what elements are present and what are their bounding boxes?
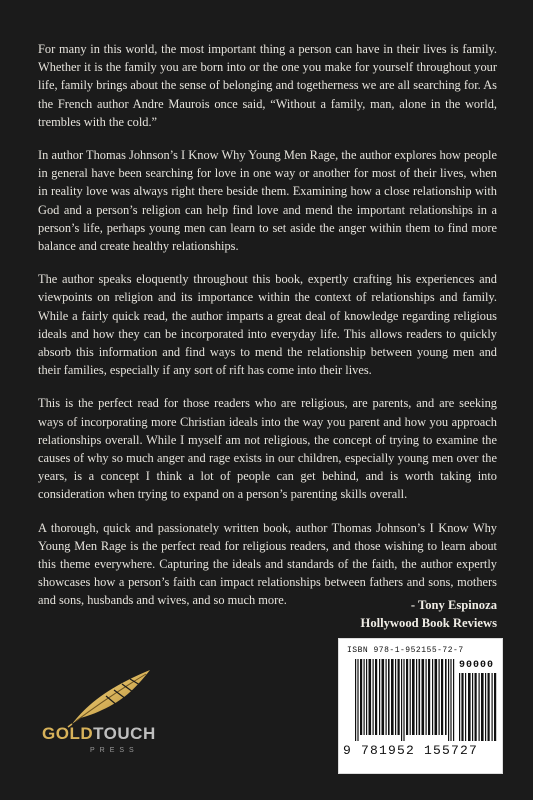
isbn-barcode bbox=[338, 638, 503, 774]
review-paragraph-2: In author Thomas Johnson’s I Know Why Young Men Rage, the author explores how people in general have been searching for love in one way or another for most of their lives, when in reality love was always right there beside them. Examining how a close relationship with God and a person’s religion can help find love and mend the important relationships in a person’s life, perhaps young men can learn to set aside the anger within them to find more balance and create healthy relationships. bbox=[38, 148, 497, 254]
review-publication: Hollywood Book Reviews bbox=[360, 616, 497, 630]
isbn-label: ISBN 978-1-952155-72-7 bbox=[347, 646, 464, 655]
isbn-digits: 9 781952 155727 bbox=[343, 743, 479, 758]
review-paragraph-5: A thorough, quick and passionately written book, author Thomas Johnson’s I Know Why Young Men Rage is the perfect read for religious readers, and those wishing to learn about this theme everywhere. Capturing the ideals and standards of the faith, the author expertly showcases how a person’s faith can impact relationships between fathers and sons, mothers and sons, husbands and wives, and so much more. bbox=[38, 520, 497, 608]
publisher-name-touch: TOUCH bbox=[93, 724, 156, 743]
publisher-logo bbox=[38, 666, 188, 766]
review-text bbox=[38, 40, 497, 625]
review-paragraph-3: The author speaks eloquently throughout this book, expertly crafting his experiences and viewpoints on religion and its importance within the context of relationships and family. While a fairly quick read, the author imparts a great deal of knowledge regarding religious ideals and how they can be incorporated into everyday life. This allows readers to quickly absorb this information and find ways to mend the relationship between young men and their families, especially if any sort of rift has come into their lives. bbox=[38, 272, 497, 378]
review-paragraph-1: For many in this world, the most important thing a person can have in their lives is family. Whether it is the family you are born into or the one you make for yourself throughout your life, family brings about the sense of belonging and togetherness we are all searching for. As the French author Andre Maurois once said, “Without a family, man, alone in the world, trembles with the cold.” bbox=[38, 42, 497, 129]
publisher-wordmark bbox=[42, 724, 188, 744]
publisher-subtitle: PRESS bbox=[90, 747, 139, 754]
reviewer-signature bbox=[361, 596, 497, 632]
price-addon-bars bbox=[459, 673, 497, 741]
review-paragraph-4: This is the perfect read for those readers who are religious, are parents, and are seeking ways of incorporating more Christian ideals into the way you parent and how you approach relationships overall. While I myself am not religious, the concept of trying to examine the causes of why so much anger and rage exists in our children, especially young men over the years, is a concept I think a lot of people can get behind, and is worth taking into consideration when trying to expand on a person’s parenting skills overall. bbox=[38, 396, 497, 502]
quill-feather-icon bbox=[66, 666, 156, 728]
reviewer-name: - Tony Espinoza bbox=[410, 598, 497, 612]
publisher-name-gold: GOLD bbox=[42, 724, 94, 743]
ean-barcode-bars bbox=[355, 659, 455, 741]
price-code: 90000 bbox=[459, 660, 495, 671]
